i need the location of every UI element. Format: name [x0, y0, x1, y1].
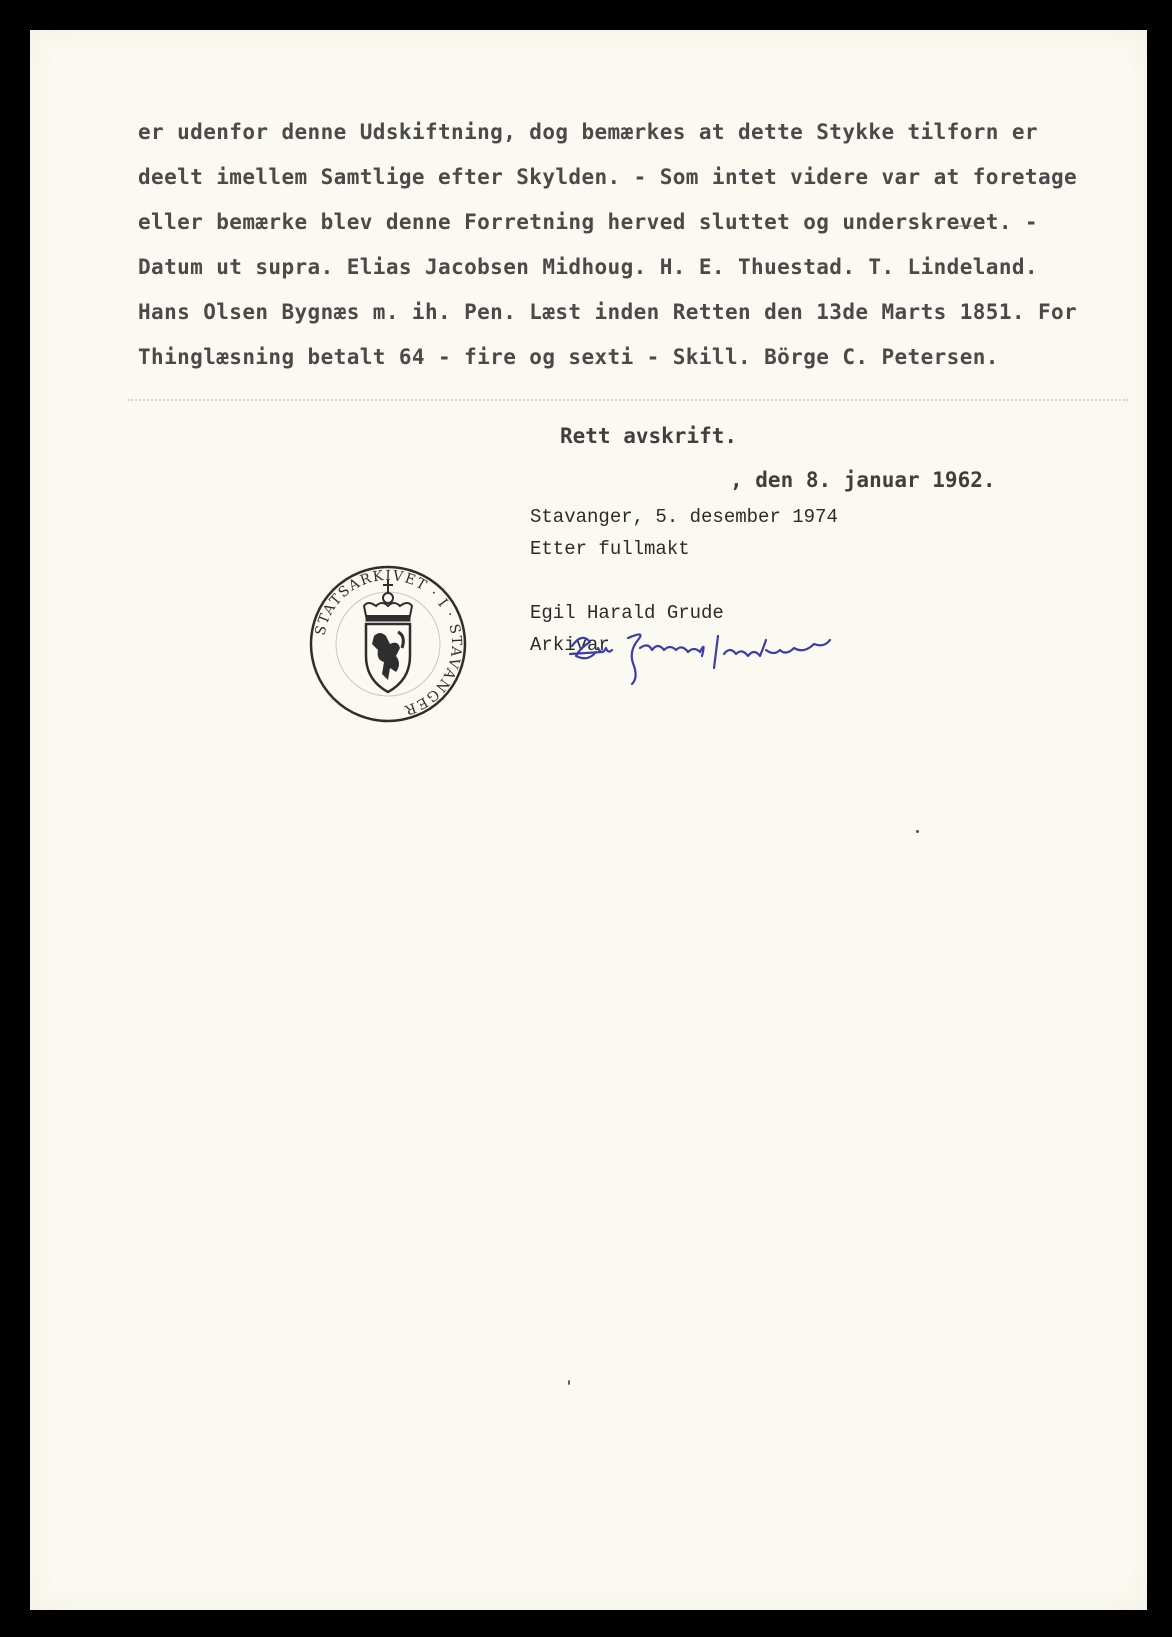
transcript-line-4: Datum ut supra. Elias Jacobsen Midhoug. H. E. Thuestad. T. Lindeland.: [138, 255, 1038, 279]
svg-text:STATSARKIVET · I · STAVANGER: STATSARKIVET · I · STAVANGER: [312, 567, 465, 718]
paper-speck: [916, 830, 919, 833]
document-page: [30, 30, 1147, 1610]
stamp-authority: Etter fullmakt: [530, 538, 690, 560]
transcript-line-1: er udenfor denne Udskiftning, dog bemærkes at dette Stykke tilforn er: [138, 120, 1038, 144]
dotted-divider: [128, 399, 1128, 401]
transcript-line-6: Thinglæsning betalt 64 - fire og sexti - Skill. Börge C. Petersen.: [138, 345, 999, 369]
transcript-line-5: Hans Olsen Bygnæs m. ih. Pen. Læst inden Retten den 13de Marts 1851. For: [138, 300, 1078, 324]
paper-mark: [954, 225, 974, 227]
handwritten-signature-icon: [568, 626, 858, 686]
certified-copy-label: Rett avskrift.: [560, 424, 738, 448]
stamp-signatory-name: Egil Harald Grude: [530, 602, 724, 624]
transcript-line-2: deelt imellem Samtlige efter Skylden. - Som intet videre var at foretage: [138, 165, 1078, 189]
stamp-signatory-title: Arkivar: [530, 634, 610, 656]
archive-seal-icon: [308, 564, 468, 724]
transcript-line-3: eller bemærke blev denne Forretning herved sluttet og underskrevet. -: [138, 210, 1038, 234]
certification-date: , den 8. januar 1962.: [730, 468, 996, 492]
paper-speck: [568, 1380, 570, 1385]
stamp-place-date: Stavanger, 5. desember 1974: [530, 506, 838, 528]
